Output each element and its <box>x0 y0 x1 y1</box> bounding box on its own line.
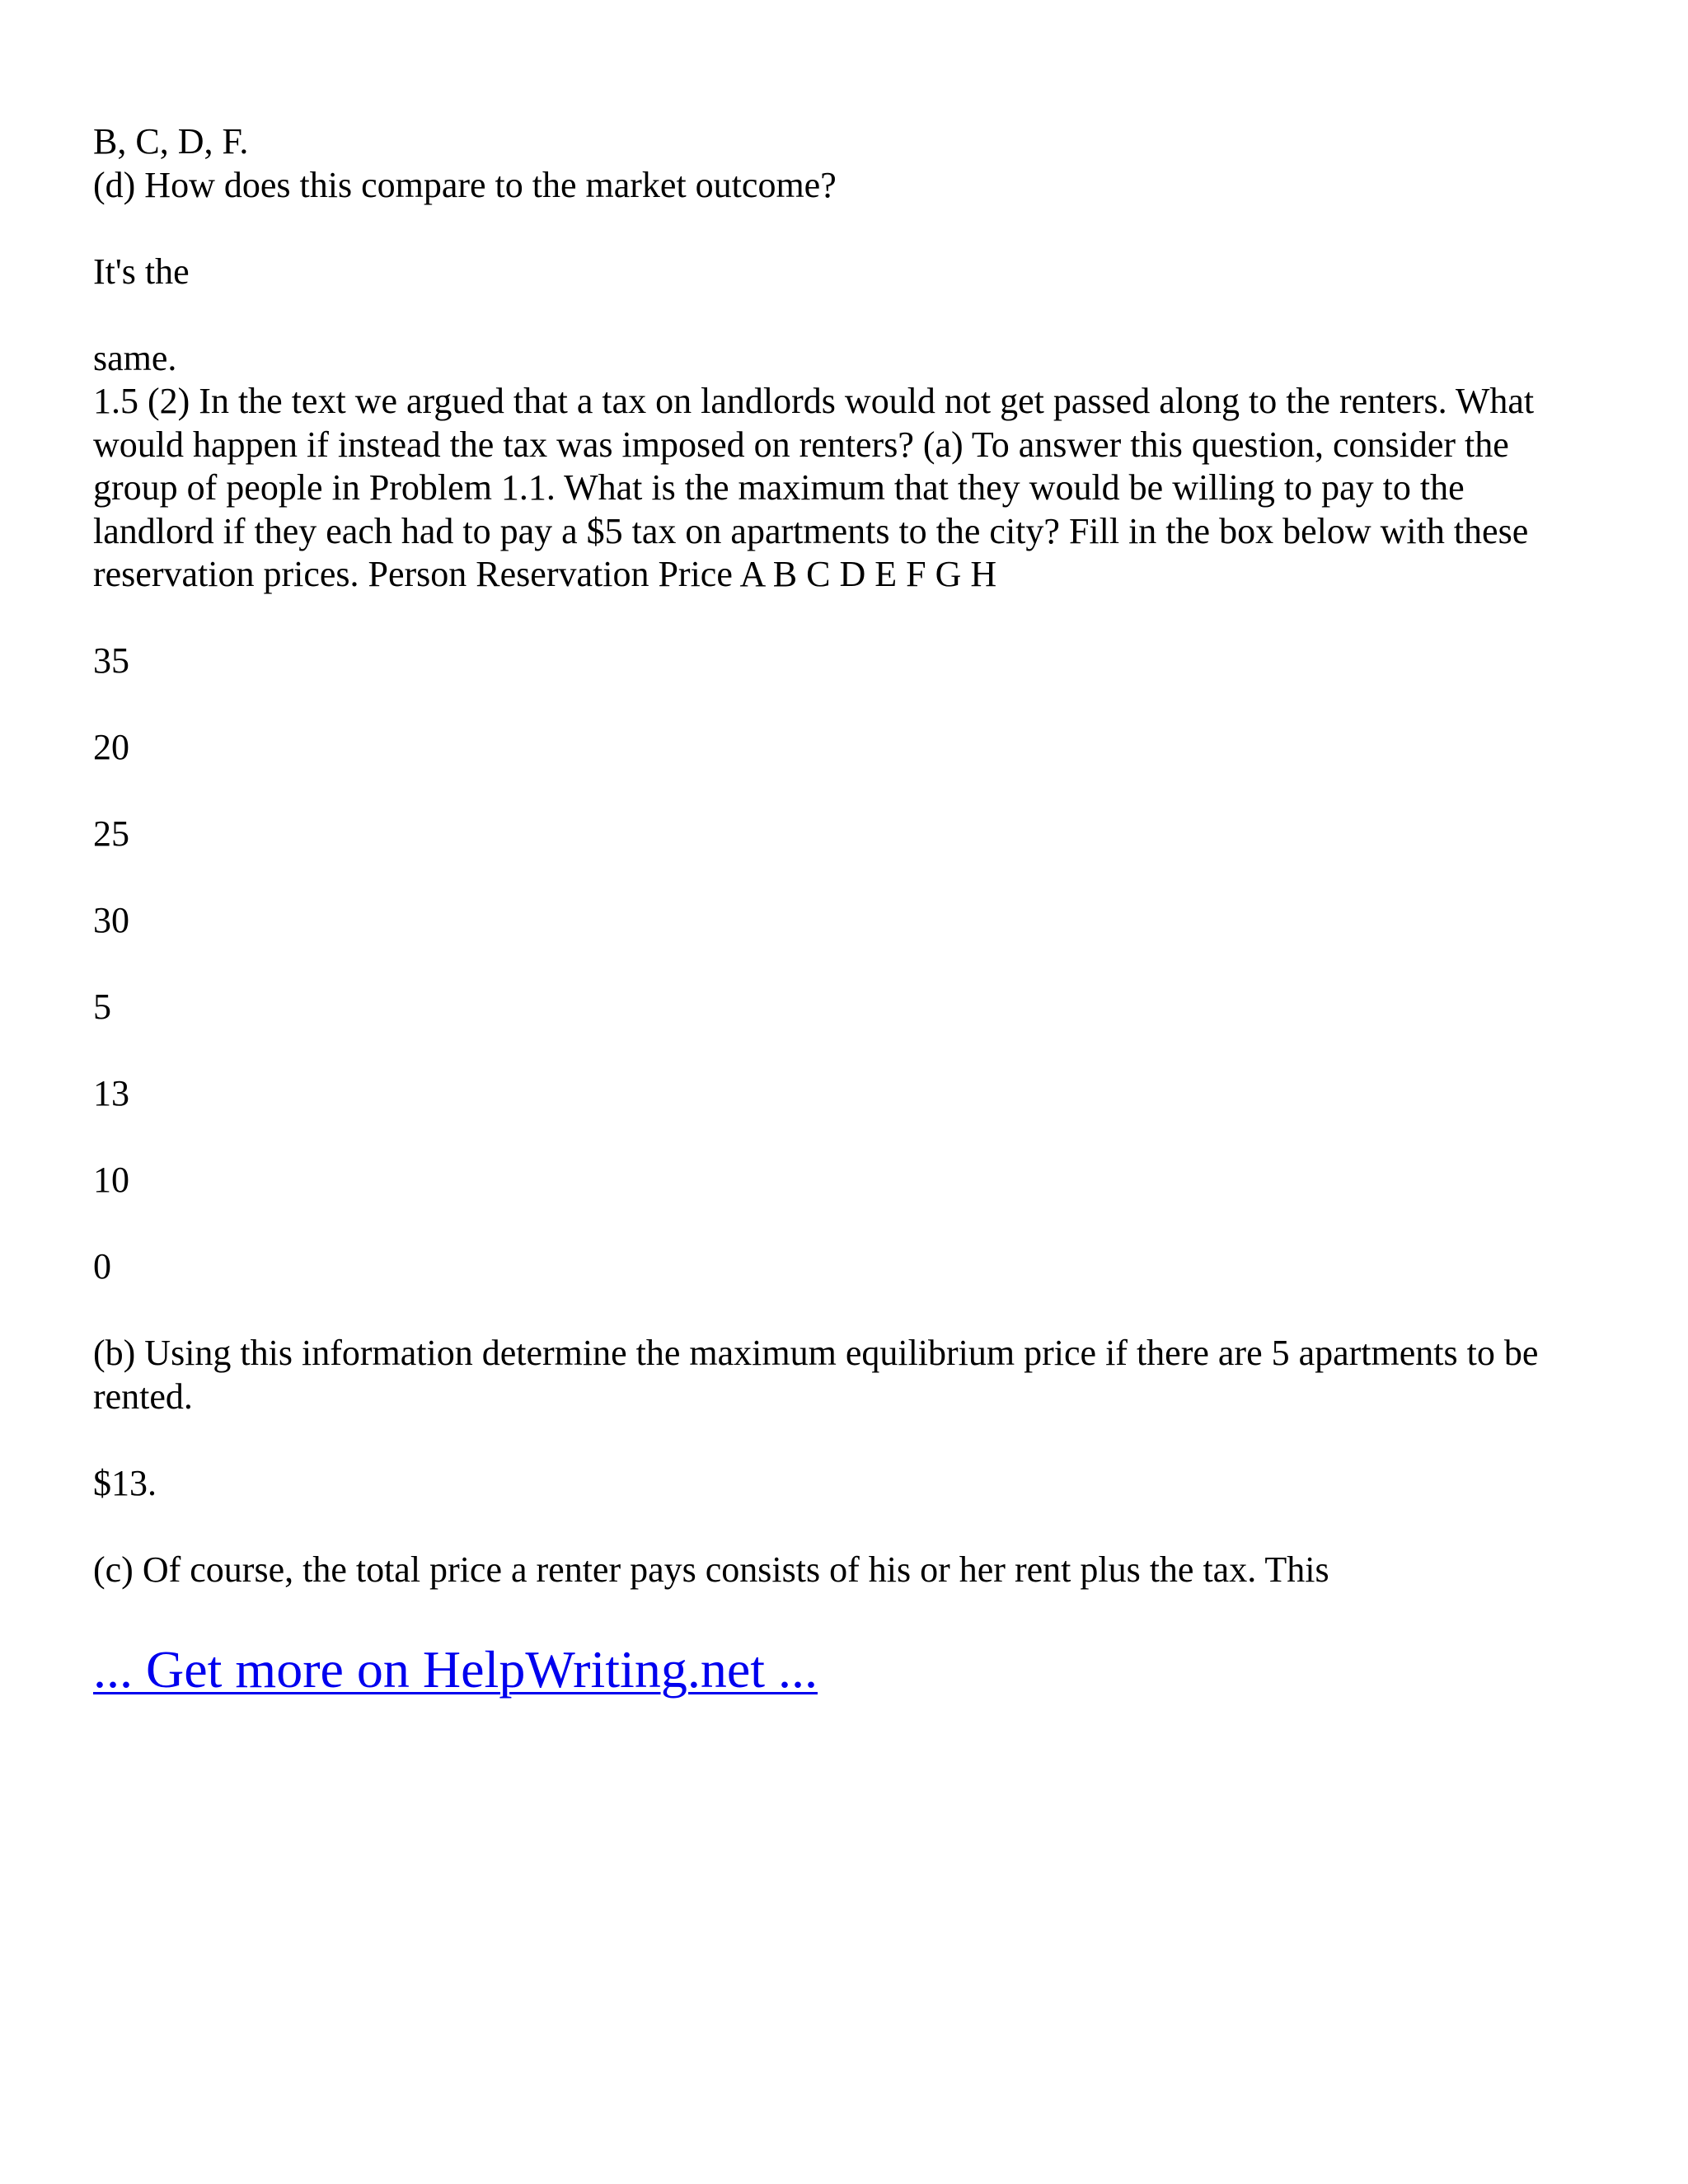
spacer <box>93 1289 1601 1333</box>
spacer <box>93 1029 1601 1073</box>
question-b-answer: $13. <box>93 1462 157 1503</box>
answer-text-line: B, C, D, F. <box>93 121 249 162</box>
reservation-price-value: 5 <box>93 987 111 1027</box>
spacer <box>93 207 1601 251</box>
spacer <box>93 683 1601 727</box>
spacer <box>93 1418 1601 1462</box>
question-1-5-paragraph <box>93 380 1601 597</box>
answer-text-part2: same. <box>93 337 177 378</box>
spacer <box>93 1202 1601 1246</box>
spacer <box>93 770 1601 813</box>
paragraph-line: group of people in Problem 1.1. What is the maximum that they would be willing to pay to the <box>93 467 1465 508</box>
question-c-text: (c) Of course, the total price a renter pays consists of his or her rent plus the tax. This <box>93 1549 1329 1590</box>
question-b-paragraph <box>93 1332 1601 1418</box>
answer-text-part1: It's the <box>93 251 190 292</box>
get-more-link[interactable]: ... Get more on HelpWriting.net ... <box>93 1640 818 1699</box>
paragraph-line: rented. <box>93 1376 193 1417</box>
spacer <box>93 1505 1601 1549</box>
reservation-price-value: 35 <box>93 640 129 681</box>
spacer <box>93 943 1601 987</box>
reservation-price-value: 20 <box>93 727 129 767</box>
paragraph-line: would happen if instead the tax was imposed on renters? (a) To answer this question, consider the <box>93 424 1509 465</box>
spacer <box>93 597 1601 640</box>
spacer <box>93 856 1601 900</box>
document-page <box>93 120 1601 1699</box>
reservation-price-value: 13 <box>93 1073 129 1113</box>
paragraph-line: reservation prices. Person Reservation Price A B C D E F G H <box>93 554 997 594</box>
paragraph-line: (b) Using this information determine the maximum equilibrium price if there are 5 apartments to be <box>93 1333 1539 1373</box>
reservation-price-value: 10 <box>93 1160 129 1200</box>
spacer <box>93 1116 1601 1160</box>
reservation-price-value: 25 <box>93 813 129 854</box>
question-d-text: (d) How does this compare to the market outcome? <box>93 164 837 205</box>
paragraph-line: landlord if they each had to pay a $5 tax on apartments to the city? Fill in the box below with these <box>93 510 1529 551</box>
paragraph-line: 1.5 (2) In the text we argued that a tax on landlords would not get passed along to the renters. What <box>93 381 1535 421</box>
reservation-price-list <box>93 597 1601 1289</box>
reservation-price-value: 30 <box>93 900 129 940</box>
reservation-price-value: 0 <box>93 1246 111 1286</box>
spacer <box>93 293 1601 337</box>
